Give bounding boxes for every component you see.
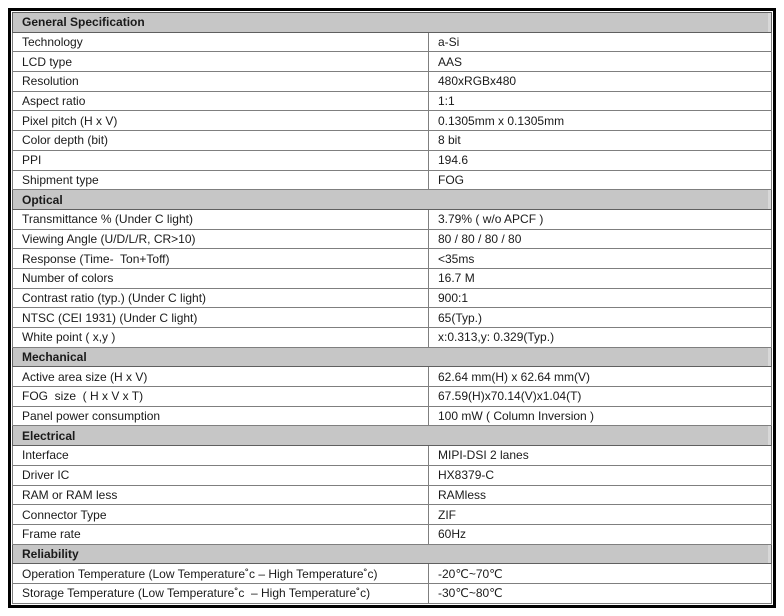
- section-header-electrical: [13, 426, 772, 446]
- table-row: [13, 446, 772, 466]
- spec-value: -20℃~70℃: [429, 564, 772, 584]
- spec-value: 67.59(H)x70.14(V)x1.04(T): [429, 387, 772, 407]
- spec-value: ZIF: [429, 505, 772, 525]
- section-title: Optical: [13, 190, 772, 210]
- spec-label: Interface: [13, 446, 429, 466]
- section-header-optical: [13, 190, 772, 210]
- section-title: General Specification: [13, 13, 772, 33]
- spec-sheet-frame: [8, 8, 776, 608]
- spec-value: 194.6: [429, 150, 772, 170]
- table-row: [13, 32, 772, 52]
- spec-label: Driver IC: [13, 465, 429, 485]
- table-row: [13, 52, 772, 72]
- spec-value: 62.64 mm(H) x 62.64 mm(V): [429, 367, 772, 387]
- table-row: [13, 268, 772, 288]
- spec-label: Resolution: [13, 72, 429, 92]
- spec-label: Aspect ratio: [13, 91, 429, 111]
- spec-label: Contrast ratio (typ.) (Under C light): [13, 288, 429, 308]
- table-row: [13, 111, 772, 131]
- table-row: [13, 308, 772, 328]
- spec-label: Shipment type: [13, 170, 429, 190]
- spec-value: x:0.313,y: 0.329(Typ.): [429, 328, 772, 348]
- table-row: [13, 564, 772, 584]
- spec-value: MIPI-DSI 2 lanes: [429, 446, 772, 466]
- spec-value: RAMless: [429, 485, 772, 505]
- section-title: Electrical: [13, 426, 772, 446]
- spec-label: LCD type: [13, 52, 429, 72]
- table-row: [13, 131, 772, 151]
- section-header-mechanical: [13, 347, 772, 367]
- table-row: [13, 288, 772, 308]
- table-row: [13, 505, 772, 525]
- spec-value: HX8379-C: [429, 465, 772, 485]
- spec-label: White point ( x,y ): [13, 328, 429, 348]
- spec-label: Operation Temperature (Low Temperature˚c – High Temperature˚c): [13, 564, 429, 584]
- spec-label: Pixel pitch (H x V): [13, 111, 429, 131]
- table-row: [13, 249, 772, 269]
- spec-value: 3.79% ( w/o APCF ): [429, 209, 772, 229]
- spec-value: <35ms: [429, 249, 772, 269]
- spec-value: 60Hz: [429, 524, 772, 544]
- spec-value: 0.1305mm x 0.1305mm: [429, 111, 772, 131]
- spec-label: Technology: [13, 32, 429, 52]
- table-row: [13, 91, 772, 111]
- spec-value: 900:1: [429, 288, 772, 308]
- section-header-reliability: [13, 544, 772, 564]
- spec-value: AAS: [429, 52, 772, 72]
- spec-value: -30℃~80℃: [429, 583, 772, 603]
- spec-value: 1:1: [429, 91, 772, 111]
- table-row: [13, 209, 772, 229]
- spec-label: Frame rate: [13, 524, 429, 544]
- spec-label: Viewing Angle (U/D/L/R, CR>10): [13, 229, 429, 249]
- spec-label: Number of colors: [13, 268, 429, 288]
- spec-value: 100 mW ( Column Inversion ): [429, 406, 772, 426]
- spec-label: Storage Temperature (Low Temperature˚c – High Temperature˚c): [13, 583, 429, 603]
- spec-label: RAM or RAM less: [13, 485, 429, 505]
- section-header-general: [13, 13, 772, 33]
- spec-value: 8 bit: [429, 131, 772, 151]
- table-row: [13, 72, 772, 92]
- spec-label: Panel power consumption: [13, 406, 429, 426]
- spec-label: Active area size (H x V): [13, 367, 429, 387]
- spec-label: NTSC (CEI 1931) (Under C light): [13, 308, 429, 328]
- section-title: Mechanical: [13, 347, 772, 367]
- spec-label: FOG size ( H x V x T): [13, 387, 429, 407]
- table-row: [13, 524, 772, 544]
- table-row: [13, 387, 772, 407]
- spec-value: a-Si: [429, 32, 772, 52]
- table-row: [13, 485, 772, 505]
- table-row: [13, 229, 772, 249]
- spec-value: 65(Typ.): [429, 308, 772, 328]
- table-row: [13, 367, 772, 387]
- spec-label: Color depth (bit): [13, 131, 429, 151]
- spec-label: Response (Time- Ton+Toff): [13, 249, 429, 269]
- table-row: [13, 465, 772, 485]
- table-row: [13, 170, 772, 190]
- spec-value: FOG: [429, 170, 772, 190]
- spec-value: 16.7 M: [429, 268, 772, 288]
- spec-value: 80 / 80 / 80 / 80: [429, 229, 772, 249]
- table-row: [13, 328, 772, 348]
- table-row: [13, 583, 772, 603]
- spec-label: Transmittance % (Under C light): [13, 209, 429, 229]
- spec-label: Connector Type: [13, 505, 429, 525]
- section-title: Reliability: [13, 544, 772, 564]
- spec-table: [12, 12, 772, 604]
- table-row: [13, 406, 772, 426]
- spec-value: 480xRGBx480: [429, 72, 772, 92]
- table-row: [13, 150, 772, 170]
- spec-label: PPI: [13, 150, 429, 170]
